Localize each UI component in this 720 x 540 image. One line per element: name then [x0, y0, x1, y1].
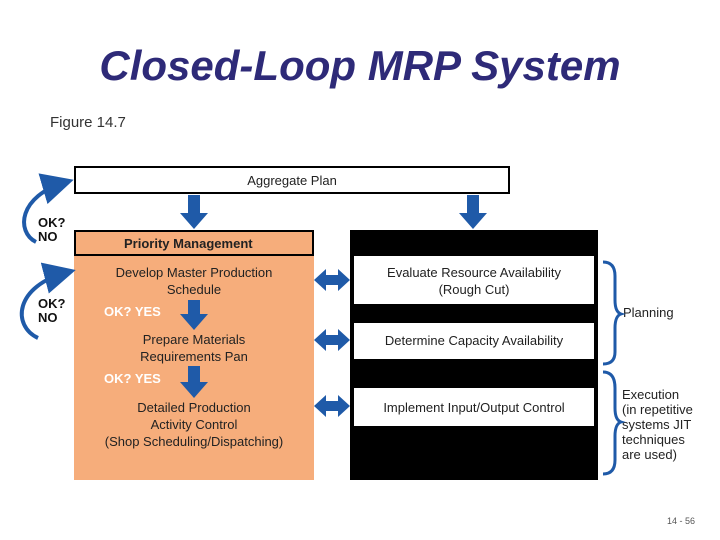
feedback-loop-arrow-1	[24, 182, 66, 242]
materials-line-2: Requirements Pan	[140, 349, 248, 364]
execution-line-2: (in repetitive	[622, 402, 693, 417]
down-arrow-aggregate-to-capacity	[459, 195, 487, 229]
activity-control-line-1: Detailed Production	[137, 400, 251, 415]
execution-line-5: are used)	[622, 447, 677, 462]
activity-control-line-3: (Shop Scheduling/Dispatching)	[104, 434, 284, 449]
execution-line-1: Execution	[622, 387, 680, 402]
planning-label: Planning	[623, 305, 674, 320]
io-control-text: Implement Input/Output Control	[383, 400, 565, 415]
priority-management-header: Priority Management	[74, 230, 314, 256]
planning-brace	[603, 262, 621, 364]
feedback-loop-arrow-2	[22, 272, 68, 338]
double-arrow-schedule-resource	[314, 269, 350, 291]
aggregate-plan-box: Aggregate Plan	[74, 166, 510, 194]
ok-no-2-line-1: OK?	[38, 296, 66, 311]
execution-line-3: systems JIT	[622, 417, 692, 432]
resource-line-2: (Rough Cut)	[438, 282, 510, 297]
down-arrow-schedule-to-materials	[180, 300, 208, 330]
down-arrow-aggregate-to-priority	[180, 195, 208, 229]
figure-label: Figure 14.7	[50, 114, 126, 131]
ok-yes-label-2: OK? YES	[104, 371, 161, 386]
execution-line-4: techniques	[622, 432, 685, 447]
page-number: 14 - 56	[667, 516, 696, 526]
activity-control-line-2: Activity Control	[150, 417, 238, 432]
execution-brace	[603, 372, 621, 474]
ok-no-1-line-1: OK?	[38, 215, 66, 230]
down-arrow-materials-to-activity	[180, 366, 208, 398]
ok-no-1-line-2: NO	[38, 229, 58, 244]
resource-line-1: Evaluate Resource Availability	[387, 265, 561, 280]
page-title: Closed-Loop MRP System	[99, 42, 621, 89]
master-schedule-line-1: Develop Master Production	[115, 265, 273, 280]
ok-yes-label-1: OK? YES	[104, 304, 161, 319]
materials-line-1: Prepare Materials	[142, 332, 246, 347]
master-schedule-line-2: Schedule	[166, 282, 222, 297]
capacity-availability-text: Determine Capacity Availability	[384, 333, 564, 348]
double-arrow-activity-io	[314, 395, 350, 417]
double-arrow-materials-capacity	[314, 329, 350, 351]
ok-no-2-line-2: NO	[38, 310, 58, 325]
